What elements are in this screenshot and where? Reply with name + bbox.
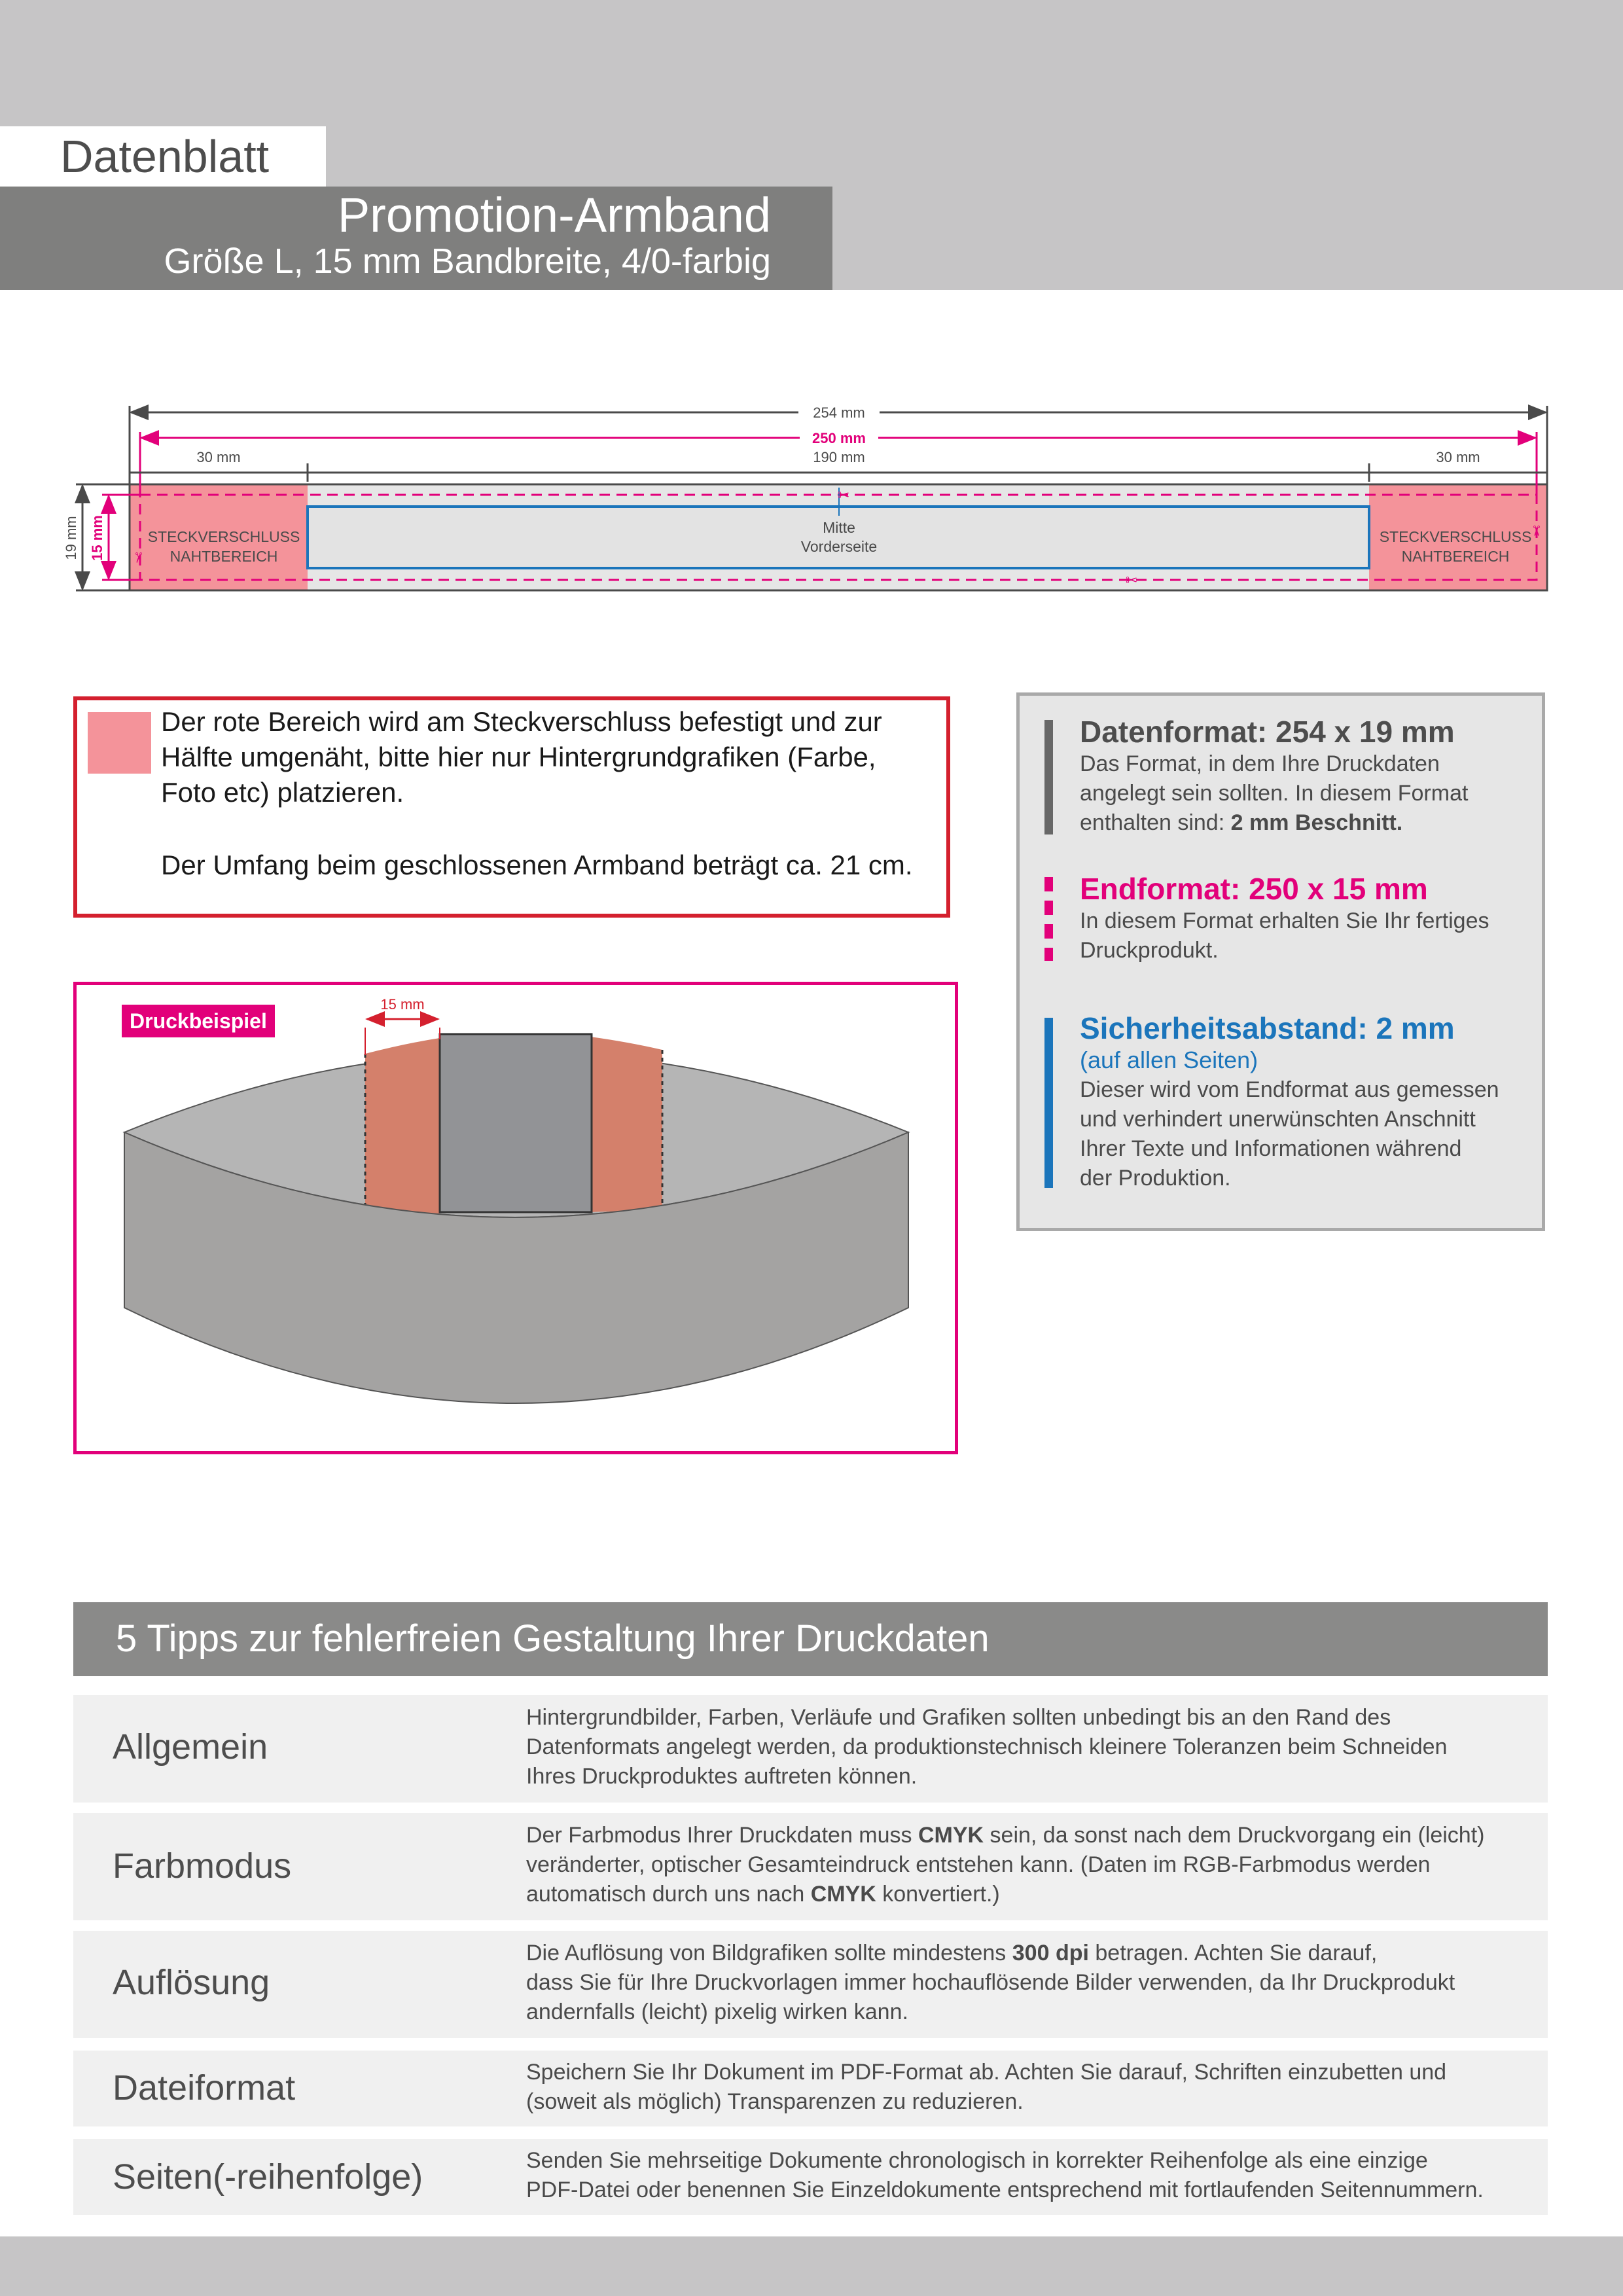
- dim-final-width: 250 mm: [812, 430, 866, 446]
- right-zone-label-2: NAHTBEREICH: [1401, 548, 1510, 565]
- bleed-value: 2 mm Beschnitt.: [1230, 810, 1403, 835]
- safety-bar: [1044, 1018, 1053, 1188]
- tip-text-aufloesung-1: Die Auflösung von Bildgrafiken sollte mindestens 300 dpi betragen. Achten Sie darauf,: [526, 1941, 1378, 1965]
- end-format-line-1: In diesem Format erhalten Sie Ihr fertiges: [1080, 908, 1489, 933]
- svg-text:✂: ✂: [130, 552, 146, 564]
- svg-text:✂: ✂: [838, 488, 850, 504]
- left-zone-label-1: STECKVERSCHLUSS: [147, 528, 300, 545]
- dim-left-zone: 30 mm: [196, 449, 241, 465]
- data-format-heading: Datenformat: 254 x 19 mm: [1080, 715, 1455, 749]
- tip-text-allgemein-1: Hintergrundbilder, Farben, Verläufe und Grafiken sollten unbedingt bis an den Rand des: [526, 1705, 1391, 1730]
- tip-text-farbmodus-1: Der Farbmodus Ihrer Druckdaten muss CMYK sein, da sonst nach dem Druckvorgang ein (leicht): [526, 1823, 1485, 1848]
- center-print-area: [440, 1034, 592, 1212]
- data-format-bar: [1044, 720, 1053, 834]
- tip-label-aufloesung: Auflösung: [113, 1963, 270, 2002]
- tip-text-farbmodus-2: veränderter, optischer Gesamteindruck entstehen kann. (Daten im RGB-Farbmodus werden: [526, 1852, 1431, 1877]
- footer-band: [0, 2236, 1623, 2296]
- safety-line-2: und verhindert unerwünschten Anschnitt: [1080, 1107, 1476, 1132]
- info-line-2: Hälfte umgenäht, bitte hier nur Hintergrundgrafiken (Farbe,: [161, 742, 876, 772]
- tip-text-farbmodus-3: automatisch durch uns nach CMYK konvertiert.): [526, 1882, 1000, 1907]
- dim-center: 190 mm: [813, 449, 865, 465]
- svg-text:✂: ✂: [1126, 573, 1138, 589]
- safety-line-3: Ihrer Texte und Informationen während: [1080, 1136, 1462, 1161]
- format-diagram: [0, 380, 1623, 602]
- svg-text:✂: ✂: [1527, 525, 1544, 537]
- right-zone-label-1: STECKVERSCHLUSS: [1379, 528, 1532, 545]
- dim-total-width: 254 mm: [813, 404, 865, 421]
- page-title: Promotion-Armband: [337, 188, 771, 242]
- safety-heading: Sicherheitsabstand: 2 mm: [1080, 1011, 1455, 1045]
- info-line-3: Foto etc) platzieren.: [161, 777, 404, 808]
- end-format-bar: [1044, 877, 1053, 961]
- safety-subheading: (auf allen Seiten): [1080, 1047, 1258, 1073]
- tip-label-seiten: Seiten(-reihenfolge): [113, 2157, 423, 2197]
- tip-text-seiten-1: Senden Sie mehrseitige Dokumente chronologisch in korrekter Reihenfolge als eine einzige: [526, 2148, 1428, 2173]
- end-format-line-2: Druckprodukt.: [1080, 938, 1219, 963]
- tip-text-aufloesung-3: andernfalls (leicht) pixelig wirken kann.: [526, 2000, 908, 2024]
- dim-final-height: 15 mm: [89, 515, 105, 561]
- center-label-1: Mitte: [823, 519, 855, 536]
- end-format-heading: Endformat: 250 x 15 mm: [1080, 872, 1428, 906]
- red-area-swatch: [88, 712, 151, 774]
- page-subtitle: Größe L, 15 mm Bandbreite, 4/0-farbig: [164, 242, 771, 281]
- tip-text-aufloesung-2: dass Sie für Ihre Druckvorlagen immer hochauflösende Bilder verwenden, da Ihr Druckprodukt: [526, 1970, 1455, 1995]
- safety-area: [308, 507, 1369, 568]
- tip-label-dateiformat: Dateiformat: [113, 2068, 296, 2108]
- center-label-2: Vorderseite: [800, 538, 878, 555]
- example-dimension: 15 mm: [380, 996, 425, 1013]
- data-format-line-3: enthalten sind: 2 mm Beschnitt.: [1080, 810, 1403, 835]
- tip-label-allgemein: Allgemein: [113, 1727, 268, 1767]
- tip-text-dateiformat-1: Speichern Sie Ihr Dokument im PDF-Format ab. Achten Sie darauf, Schriften einzubetten und: [526, 2060, 1447, 2085]
- tip-text-dateiformat-2: (soweit als möglich) Transparenzen zu reduzieren.: [526, 2089, 1024, 2114]
- safety-line-4: der Produktion.: [1080, 1166, 1231, 1191]
- tips-title: 5 Tipps zur fehlerfreien Gestaltung Ihrer Druckdaten: [116, 1617, 990, 1660]
- data-format-line-1: Das Format, in dem Ihre Druckdaten: [1080, 751, 1440, 776]
- tip-text-seiten-2: PDF-Datei oder benennen Sie Einzeldokumente entsprechend mit fortlaufenden Seitennummern.: [526, 2178, 1484, 2202]
- tip-label-farbmodus: Farbmodus: [113, 1846, 292, 1886]
- datasheet-label: Datenblatt: [60, 131, 270, 182]
- data-format-line-2: angelegt sein sollten. In diesem Format: [1080, 781, 1469, 806]
- left-zone-label-2: NAHTBEREICH: [169, 548, 278, 565]
- print-example-badge: Druckbeispiel: [122, 1005, 275, 1037]
- info-line-1: Der rote Bereich wird am Steckverschluss befestigt und zur: [161, 706, 882, 737]
- tip-text-allgemein-2: Datenformats angelegt werden, da produktionstechnisch kleinere Toleranzen beim Schneiden: [526, 1734, 1448, 1759]
- bracelet-illustration: [73, 982, 958, 1454]
- dim-total-height: 19 mm: [63, 516, 79, 560]
- tip-text-allgemein-3: Ihres Druckproduktes auftreten können.: [526, 1764, 918, 1789]
- info-circumference: Der Umfang beim geschlossenen Armband beträgt ca. 21 cm.: [161, 850, 913, 880]
- safety-line-1: Dieser wird vom Endformat aus gemessen: [1080, 1077, 1499, 1102]
- dim-right-zone: 30 mm: [1436, 449, 1480, 465]
